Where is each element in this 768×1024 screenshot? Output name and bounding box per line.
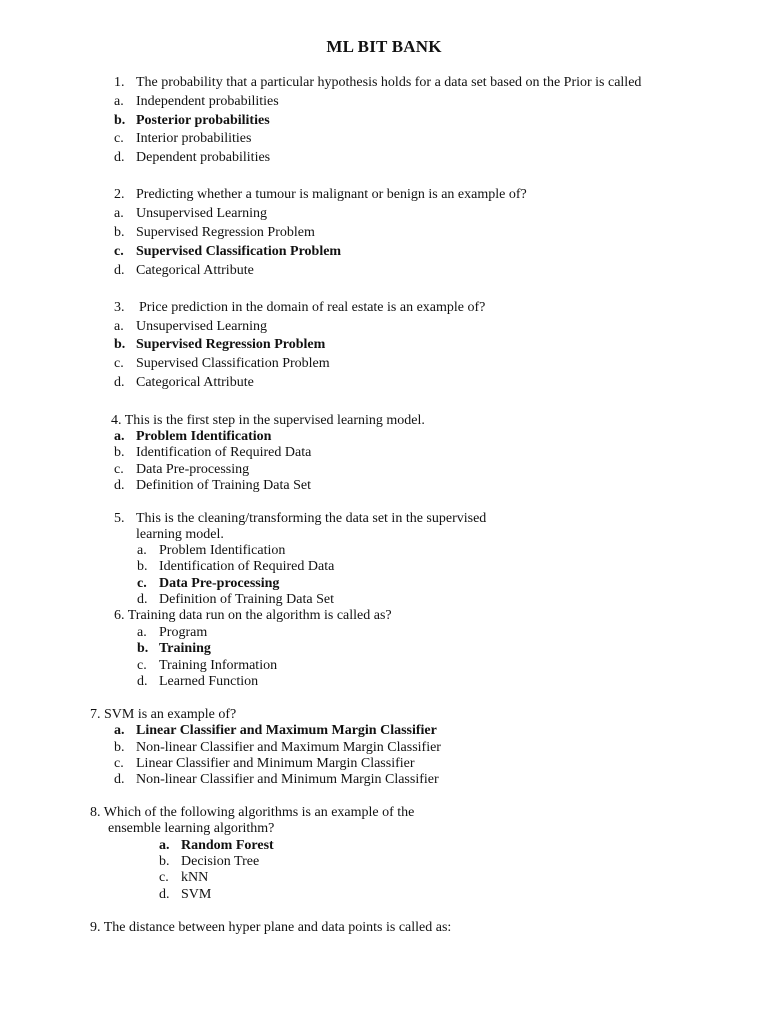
question-number: 5. <box>114 511 125 526</box>
option-text: Non-linear Classifier and Minimum Margin Classifier <box>136 772 439 787</box>
option-letter-correct: b. <box>114 113 126 128</box>
option-text-correct: Supervised Regression Problem <box>136 337 326 352</box>
option-letter: b. <box>159 854 170 869</box>
option-text: Training Information <box>159 658 278 673</box>
page-title: ML BIT BANK <box>326 37 442 56</box>
option-text: Definition of Training Data Set <box>159 592 334 607</box>
option-letter: b. <box>114 445 125 460</box>
option-text: Decision Tree <box>181 854 260 869</box>
option-text-correct: Linear Classifier and Maximum Margin Classifier <box>136 723 437 738</box>
option-letter-correct: a. <box>114 429 125 444</box>
option-letter: d. <box>114 263 125 278</box>
option-text: Categorical Attribute <box>136 263 254 278</box>
option-text: Dependent probabilities <box>136 150 271 165</box>
option-letter: b. <box>114 740 125 755</box>
question-number: 1. <box>114 75 125 90</box>
option-text: Identification of Required Data <box>136 445 312 460</box>
option-text-correct: Training <box>159 641 211 656</box>
option-text: Supervised Classification Problem <box>136 356 330 371</box>
option-letter: c. <box>137 658 147 673</box>
option-text: Identification of Required Data <box>159 559 335 574</box>
question-text: The probability that a particular hypothesis holds for a data set based on the Prior is called <box>136 75 642 90</box>
option-text-correct: Problem Identification <box>136 429 272 444</box>
option-text: Unsupervised Learning <box>136 319 268 334</box>
option-text: Program <box>159 625 208 640</box>
option-letter-correct: b. <box>114 337 126 352</box>
option-letter: b. <box>114 225 125 240</box>
option-letter-correct: c. <box>114 244 124 259</box>
option-letter: c. <box>114 356 124 371</box>
option-text: Problem Identification <box>159 543 286 558</box>
option-text: Categorical Attribute <box>136 375 254 390</box>
option-letter: a. <box>114 206 124 221</box>
option-text: Data Pre-processing <box>136 462 250 477</box>
option-text: Supervised Regression Problem <box>136 225 315 240</box>
option-letter: d. <box>114 478 125 493</box>
option-text-correct: Data Pre-processing <box>159 576 280 591</box>
option-text-correct: Posterior probabilities <box>136 113 270 128</box>
option-letter: d. <box>159 887 170 902</box>
option-letter: c. <box>114 756 124 771</box>
question-text: 8. Which of the following algorithms is an example of the <box>90 805 415 820</box>
question-text: 9. The distance between hyper plane and data points is called as: <box>90 920 452 935</box>
question-text: Predicting whether a tumour is malignant or benign is an example of? <box>136 187 527 202</box>
option-text: Linear Classifier and Minimum Margin Classifier <box>136 756 415 771</box>
option-text: kNN <box>181 870 209 885</box>
option-text: Independent probabilities <box>136 94 279 109</box>
option-letter: a. <box>114 319 124 334</box>
option-letter: b. <box>137 559 148 574</box>
option-text: SVM <box>181 887 212 902</box>
question-text: 6. Training data run on the algorithm is called as? <box>114 608 392 623</box>
option-text-correct: Random Forest <box>181 838 274 853</box>
option-letter: a. <box>114 94 124 109</box>
question-text: Price prediction in the domain of real estate is an example of? <box>139 300 486 315</box>
option-letter: c. <box>159 870 169 885</box>
option-letter-correct: c. <box>137 576 147 591</box>
option-letter: c. <box>114 462 124 477</box>
question-text: 7. SVM is an example of? <box>90 707 237 722</box>
option-letter-correct: a. <box>159 838 170 853</box>
option-text-correct: Supervised Classification Problem <box>136 244 342 259</box>
question-text-continued: ensemble learning algorithm? <box>108 821 275 836</box>
option-letter: d. <box>114 150 125 165</box>
option-letter-correct: a. <box>114 723 125 738</box>
option-text: Learned Function <box>159 674 259 689</box>
option-letter-correct: b. <box>137 641 149 656</box>
option-letter: c. <box>114 131 124 146</box>
question-text: This is the cleaning/transforming the data set in the supervised <box>136 511 487 526</box>
option-text: Unsupervised Learning <box>136 206 268 221</box>
question-text: 4. This is the first step in the supervised learning model. <box>111 413 425 428</box>
option-letter: a. <box>137 543 147 558</box>
option-letter: d. <box>114 772 125 787</box>
option-text: Interior probabilities <box>136 131 252 146</box>
option-letter: d. <box>137 674 148 689</box>
option-letter: d. <box>137 592 148 607</box>
option-letter: d. <box>114 375 125 390</box>
option-text: Definition of Training Data Set <box>136 478 311 493</box>
question-text-continued: learning model. <box>136 527 224 542</box>
question-number: 3. <box>114 300 125 315</box>
question-number: 2. <box>114 187 125 202</box>
option-text: Non-linear Classifier and Maximum Margin Classifier <box>136 740 441 755</box>
option-letter: a. <box>137 625 147 640</box>
